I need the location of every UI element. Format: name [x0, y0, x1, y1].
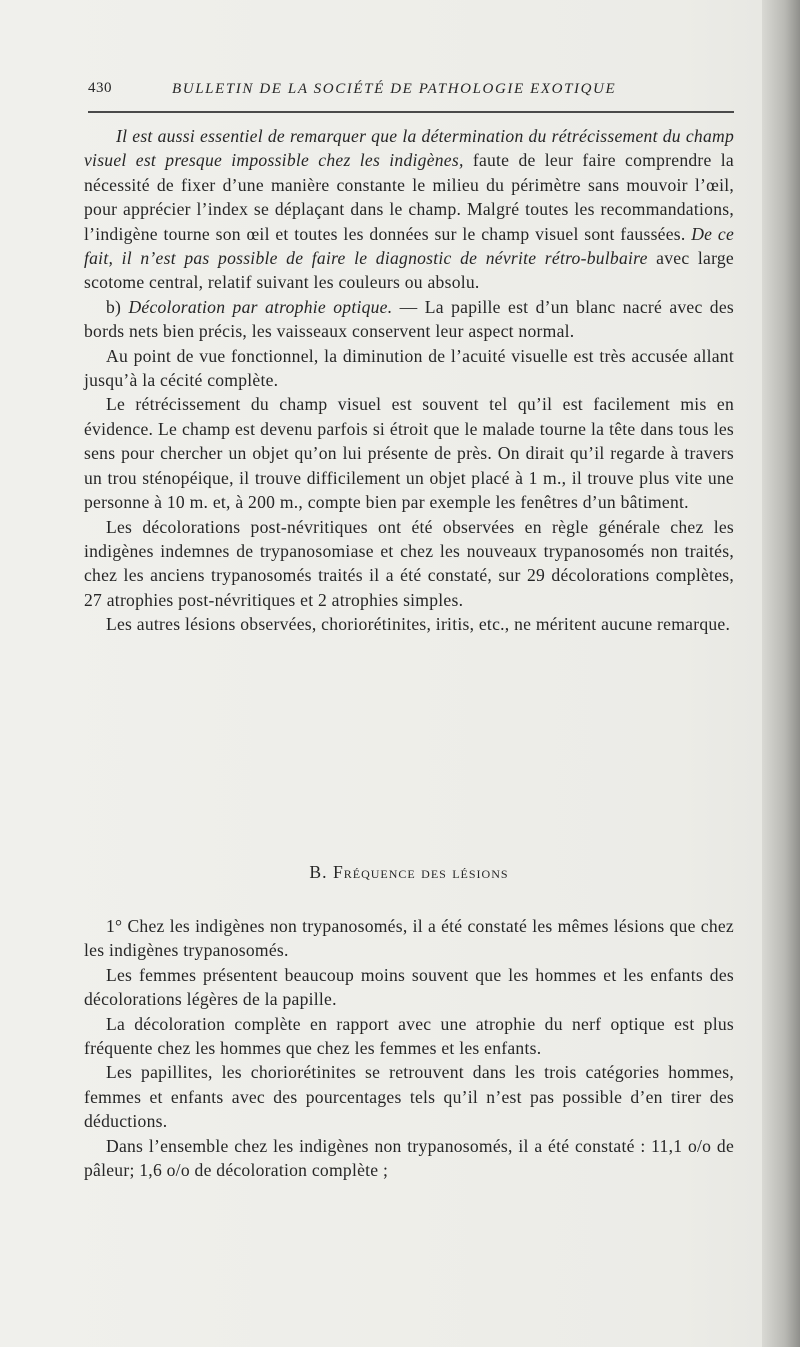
paragraph-non-trypanosomed: 1° Chez les indigènes non trypanosomés, il a été constaté les mêmes lésions que chez les indigènes trypanosomés. — [84, 916, 734, 961]
paragraph-papillitis: Les papillites, les choriorétinites se retrouvent dans les trois catégories hommes, femmes et enfants avec des pourcentages tels qu’il n’est pas possible d’en tirer des déductions. — [84, 1062, 734, 1132]
paragraph-field-of-vision: Il est aussi essentiel de remarquer que la détermination du rétrécissement du champ visuel est presque impossible chez les indigènes, faute de leur faire comprendre la nécessité de fixer d’une manière constante le milieu du périmètre sans mouvoir l’œil, pour apprécier l’index se déplaçant dans le champ. Malgré toutes les recommandations, l’indigène tourne son œil et toutes les données sur le champ visuel sont faussées. De ce fait, il n’est pas possible de faire le diagnostic de névrite rétro-bulbaire avec large scotome central, relatif suivant les couleurs ou absolu. — [84, 126, 735, 293]
paragraph-narrowing: Le rétrécissement du champ visuel est souvent tel qu’il est facilement mis en évidence. Le champ est devenu parfois si étroit que le malade tourne la tête dans tous les sens pour chercher un objet qu’on lui présente de près. On dirait qu’il regarde à travers un trou sténopéique, il trouve difficilement un objet placé à 1 m., il trouve plus vite une personne à 10 m. et, à 200 m., compte bien par exemple les fenêtres d’un bâtiment. — [84, 394, 734, 513]
section-title: Fréquence des lésions — [332, 862, 509, 882]
paragraph-other-lesions: Les autres lésions observées, choriorétinites, iritis, etc., ne méritent aucune remarque. — [106, 614, 731, 635]
paragraph-complete-decoloration: La décoloration complète en rapport avec une atrophie du nerf optique est plus fréquente chez les hommes que chez les femmes et les enfants. — [84, 1013, 734, 1059]
page-edge-shadow — [762, 0, 800, 1347]
running-title: BULLETIN DE LA SOCIÉTÉ DE PATHOLOGIE EXOTIQUE — [172, 81, 617, 97]
paragraph-functional: Au point de vue fonctionnel, la diminution de l’acuité visuelle est très accusée allant jusqu’à la cécité complète. — [84, 345, 734, 391]
body-text-upper — [84, 124, 734, 637]
paragraph-overall: Dans l’ensemble chez les indigènes non trypanosomés, il a été constaté : 11,1 o/o de pâleur; 1,6 o/o de décoloration complète ; — [84, 1135, 734, 1181]
page-number: 430 — [88, 80, 112, 96]
paragraph-decoloration: b) Décoloration par atrophie optique. — La papille est d’un blanc nacré avec des bords nets bien précis, les vaisseaux conservent leur aspect normal. — [84, 296, 735, 342]
header-rule — [88, 111, 734, 113]
paragraph-post-neuritic: Les décolorations post-névritiques ont été observées en règle générale chez les indigènes indemnes de trypanosomiase et chez les nouveaux trypanosomés non traités, chez les anciens trypanosomés traités il a été constaté, sur 29 décolorations complètes, 27 atrophies post-névritiques et 2 atrophies simples. — [84, 516, 734, 610]
page-header — [88, 80, 733, 108]
section-letter: B. — [309, 862, 328, 882]
paragraph-women: Les femmes présentent beaucoup moins souvent que les hommes et les enfants des décolorations légères de la papille. — [84, 964, 734, 1010]
body-text-lower — [84, 914, 734, 1182]
section-heading — [84, 862, 734, 883]
